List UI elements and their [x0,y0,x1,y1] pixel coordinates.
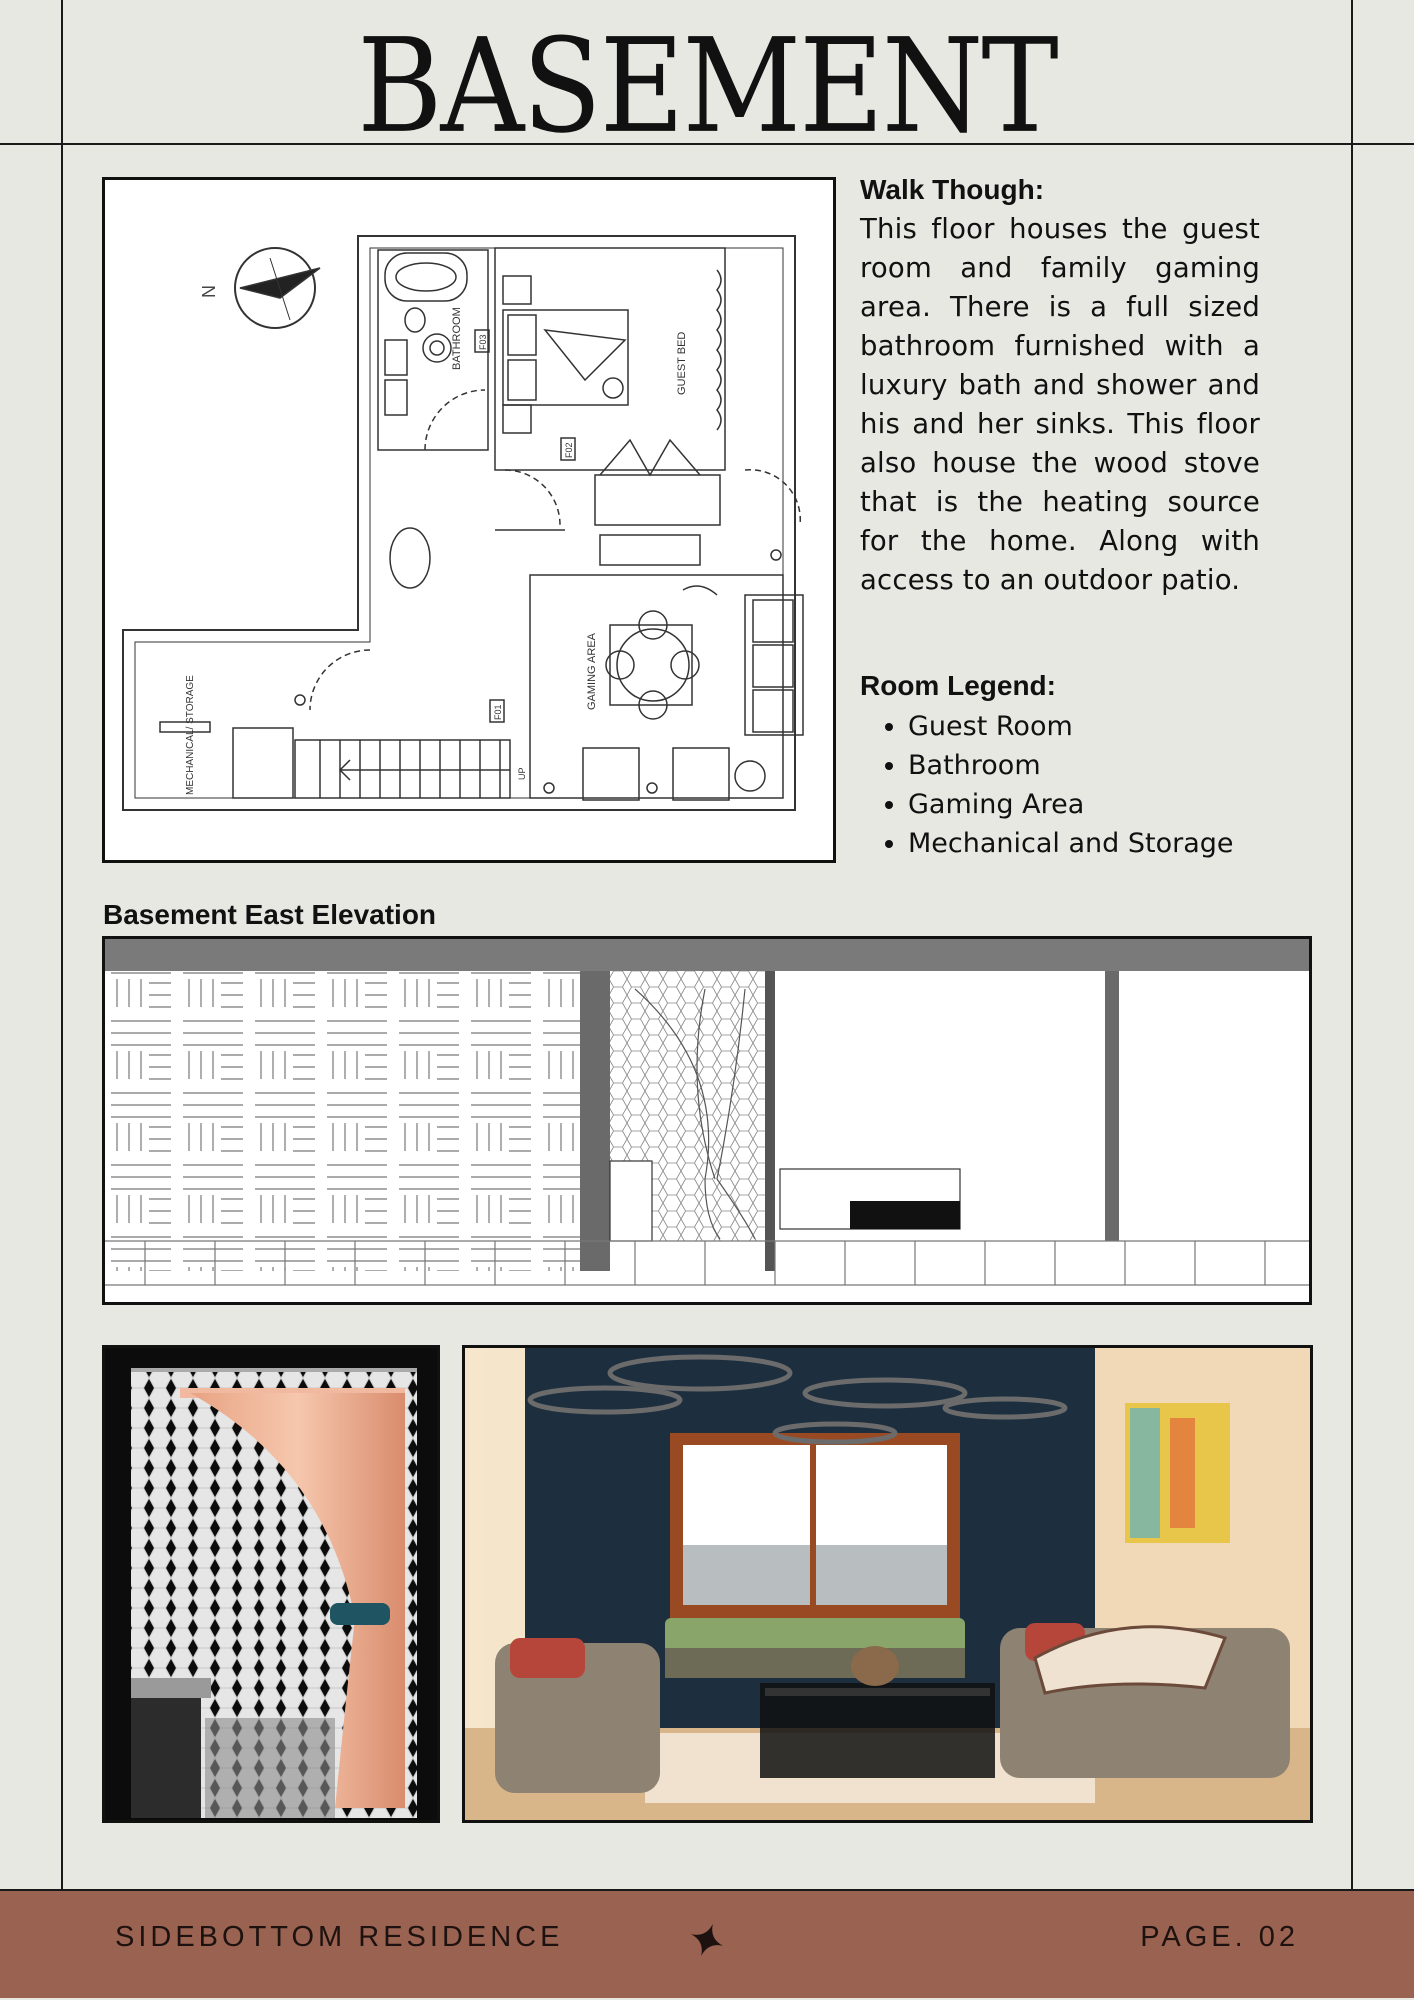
walkthrough-body: This floor houses the guest room and family gaming area. There is a full sized bathroom furnished with a luxury bath and shower and his and her sinks. This floor also house the wood stove that is the heating source for the home. Along with access to an outdoor patio. [860,213,1260,596]
sparkle-star-icon [688,1921,726,1964]
footer-residence-name: SIDEBOTTOM RESIDENCE [115,1921,564,1953]
tag-f01: F01 [493,704,503,720]
tag-f02: F02 [564,442,574,458]
page-number: PAGE. 02 [1140,1921,1299,1953]
floor-plan [102,177,836,863]
legend-item: • Bathroom [908,746,1234,785]
legend-heading: Room Legend: [860,670,1056,701]
east-elevation-drawing [102,936,1312,1305]
footer-bar [0,1891,1414,1998]
legend-item: • Guest Room [908,707,1234,746]
bathroom-label: BATHROOM [451,307,463,370]
walkthrough-heading: Walk Though: [860,174,1045,205]
stair-up-label: UP [517,767,527,780]
frame-line-right [1351,0,1353,1889]
legend-item: • Gaming Area [908,785,1234,824]
tag-f03: F03 [478,334,488,350]
storage-label: MECHANICAL/ STORAGE [185,675,196,795]
frame-line-left [61,0,63,1889]
guest-bed-label: GUEST BED [676,331,688,395]
elevation-title: Basement East Elevation [103,899,437,930]
legend-item: • Mechanical and Storage [908,824,1234,863]
page-title: BASEMENT [357,11,1057,163]
bathroom-curtain-render [102,1345,440,1823]
gaming-area-render [462,1345,1313,1823]
north-label: N [199,285,219,298]
gaming-area-label: GAMING AREA [586,632,598,710]
room-legend-list [860,707,1234,863]
north-arrow-icon [199,248,320,328]
